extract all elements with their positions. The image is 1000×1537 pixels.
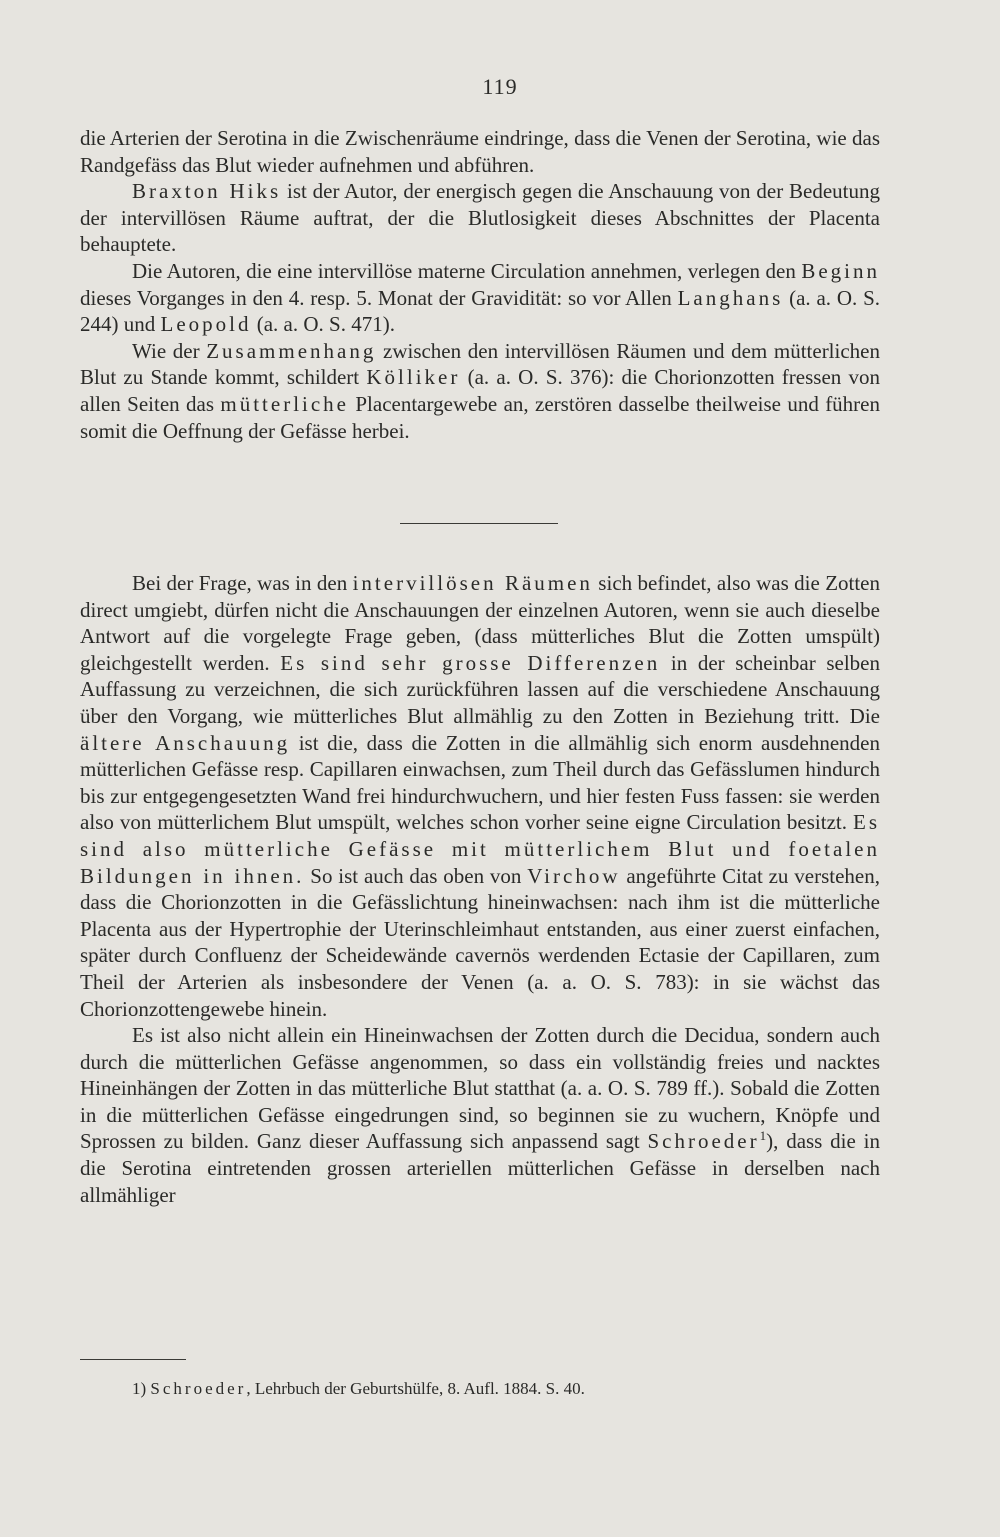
section-divider — [400, 523, 558, 524]
author-name: Schroeder — [150, 1379, 247, 1398]
text-block-top — [80, 125, 880, 444]
emphasis: Zusammenhang — [206, 338, 377, 363]
text-block-main — [80, 570, 880, 1208]
emphasis: ältere Anschauung — [80, 730, 291, 755]
text-run: in der scheinbar selben Auffassung zu verzeichnen, die sich zurückführen lassen auf die verschiedene Anschauung über den Vorgang, wie mütterliches Blut allmählig zu den Zotten in Beziehung tritt. Die — [80, 650, 880, 728]
text-run: (a. a. O. S. 376): die Chorionzotten fressen von allen Seiten das — [80, 365, 880, 416]
paragraph — [80, 1022, 880, 1208]
text-run: angeführte Citat zu verstehen, dass die Chorionzotten in die Gefässlichtung hineinwachsen: nach ihm ist die mütterliche Placenta aus der Hypertrophie der Uterinschleimhaut entstanden, aus einer zuerst einfachen, später durch Confluenz der Scheidewände cavernös werdenden Ectasie der Capillaren, zum Theil der Arterien als insbesondere der Venen (a. a. O. S. 783): in sie wächst das Chorionzottengewebe hinein. — [80, 863, 880, 1021]
footnote-reference: 1 — [759, 1128, 767, 1144]
author-name: Schroeder — [647, 1129, 760, 1154]
author-name: Virchow — [527, 863, 621, 888]
author-name: Leopold — [160, 312, 252, 337]
text-run: dieses Vorganges in den 4. resp. 5. Monat der Gravidität: so vor Allen — [80, 285, 678, 310]
text-run: zwischen den intervillösen Räumen und dem mütterlichen Blut zu Stande kommt, schildert — [80, 338, 880, 390]
text-run: ), dass die in die Serotina eintretenden grossen arteriellen mütterlichen Gefässe in derselben nach allmähliger — [80, 1129, 880, 1207]
page-number: 119 — [482, 74, 518, 99]
footnote-text: , Lehrbuch der Geburtshülfe, 8. Aufl. 1884. S. 40. — [246, 1379, 585, 1398]
author-name: Langhans — [677, 285, 784, 310]
text-run: Bei der Frage, was in den — [132, 571, 353, 595]
text-run: ist die, dass die Zotten in die allmählig sich enorm ausdehnenden mütterlichen Gefässe resp. Capillaren einwachsen, zum Theil durch das Gefässlumen hindurch bis zur entgegengesetzten Wand frei hindurchwuchern, und hier festen Fuss fassen: sie werden also von mütterlichem Blut umspült, welches schon vorher seine eigne Circulation besitzt. — [80, 730, 881, 835]
emphasis: mütterliche — [220, 391, 350, 416]
emphasis: Es sind sehr grosse Differenzen — [280, 650, 661, 675]
author-name: Kölliker — [366, 365, 461, 390]
emphasis: intervillösen Räumen — [352, 571, 593, 595]
paragraph — [80, 258, 880, 338]
emphasis: Es sind also mütterliche Gefässe mit mütterlichem Blut und foetalen Bildungen in ihnen. — [80, 810, 880, 888]
text-run: Wie der — [132, 338, 207, 363]
footnote — [132, 1378, 872, 1400]
footnote-divider — [80, 1359, 186, 1360]
text-run: (a. a. O. S. 471). — [251, 312, 395, 337]
paragraph: die Arterien der Serotina in die Zwischenräume eindringe, dass die Venen der Serotina, wie das Randgefäss das Blut wieder aufnehmen und abführen. — [80, 126, 880, 177]
paragraph — [80, 178, 880, 258]
footnote-marker: 1) — [132, 1379, 147, 1398]
text-run: Placentargewebe an, zerstören dasselbe theilweise und führen somit die Oeffnung der Gefässe herbei. — [80, 391, 880, 443]
emphasis: Beginn — [801, 258, 880, 283]
text-run: (a. a. O. S. 244) und — [80, 285, 881, 337]
text-run: Die Autoren, die eine intervillöse materne Circulation annehmen, verlegen den — [132, 258, 802, 283]
paragraph — [80, 570, 880, 1022]
text-run: Es ist also nicht allein ein Hineinwachsen der Zotten durch die Decidua, sondern auch durch die mütterlichen Gefässe angenommen, so dass ein vollständig freies und nacktes Hineinhängen der Zotten in das mütterliche Blut statthat (a. a. O. S. 789 ff.). Sobald die Zotten in die mütterlichen Gefässe eingedrungen sind, so beginnen sie zu wuchern, Knöpfe und Sprossen zu bilden. Ganz dieser Auffassung sich anpassend sagt — [80, 1023, 880, 1154]
text-run: So ist auch das oben von — [304, 863, 528, 888]
text-run: ist der Autor, der energisch gegen die Anschauung von der Bedeutung der intervillösen Räume auftrat, der die Blutlosigkeit dieses Abschnittes der Placenta behauptete. — [80, 179, 881, 257]
author-name: Braxton Hiks — [132, 179, 282, 204]
paragraph — [80, 338, 880, 444]
text-run: sich befindet, also was die Zotten direct umgiebt, dürfen nicht die Anschauungen der einzelnen Autoren, wenn sie auch dieselbe Antwort auf die vorgelegte Frage geben, (dass mütterliches Blut die Zotten umspült) gleichgestellt werden. — [80, 571, 881, 675]
